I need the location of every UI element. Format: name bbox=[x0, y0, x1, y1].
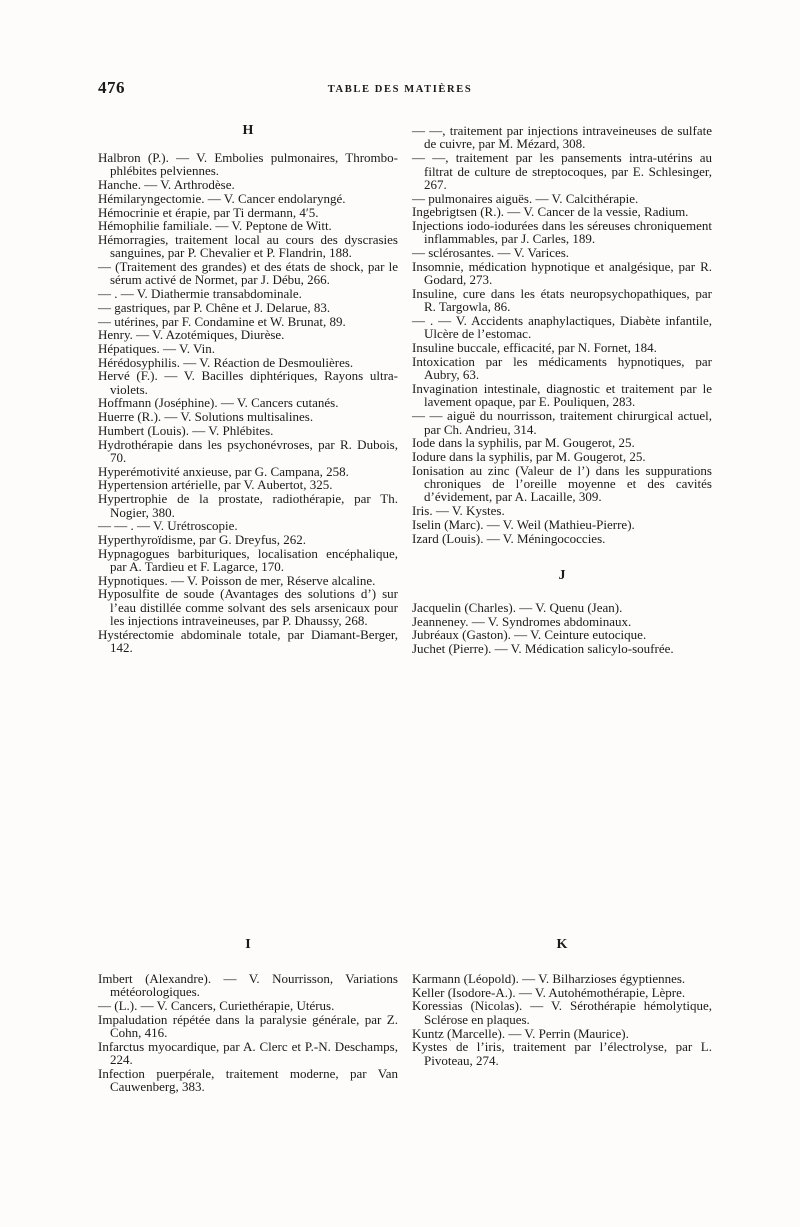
column-left-lower bbox=[98, 938, 398, 1094]
entry-list-h bbox=[98, 151, 398, 655]
index-entry: Impaludation répétée dans la paralysie générale, par Z. Cohn, 416. bbox=[98, 1011, 398, 1041]
index-entry: — (L.). — V. Cancers, Curiethérapie, Utérus. bbox=[98, 998, 335, 1014]
index-entry: Hémophilie familiale. — V. Peptone de Witt. bbox=[98, 218, 332, 234]
index-entry: Hoffmann (Joséphine). — V. Cancers cutanés. bbox=[98, 395, 339, 411]
index-entry: Ingebrigtsen (R.). — V. Cancer de la vessie, Radium. bbox=[412, 204, 689, 220]
index-entry: Hérédosyphilis. — V. Réaction de Desmoulières. bbox=[98, 354, 354, 370]
index-entry: — . — V. Diathermie transabdominale. bbox=[98, 286, 302, 302]
index-entry: Imbert (Alexandre). — V. Nourrisson, Variations météorologiques. bbox=[98, 971, 398, 1000]
index-entry: Insomnie, médication hypnotique et analgésique, par R. Godard, 273. bbox=[412, 258, 712, 288]
index-entry: — — . — V. Urétroscopie. bbox=[98, 518, 238, 534]
index-entry: Kystes de l’iris, traitement par l’électrolyse, par L. Pivoteau, 274. bbox=[412, 1039, 712, 1068]
index-entry: — — aiguë du nourrisson, traitement chirurgical actuel, par Ch. Andrieu, 314. bbox=[412, 408, 712, 437]
index-entry: — . — V. Accidents anaphylactiques, Diabète infantile, Ulcère de l’estomac. bbox=[412, 313, 712, 342]
column-right-lower bbox=[412, 938, 712, 1067]
index-entry: Hervé (F.). — V. Bacilles diphtériques, Rayons ultra-violets. bbox=[98, 368, 398, 397]
index-entry: Humbert (Louis). — V. Phlébites. bbox=[98, 422, 274, 438]
entry-list-k bbox=[412, 972, 712, 1067]
page-number: 476 bbox=[98, 78, 125, 97]
index-entry: Hyperthyroïdisme, par G. Dreyfus, 262. bbox=[98, 531, 306, 547]
index-entry: Infection puerpérale, traitement moderne, par Van Cauwenberg, 383. bbox=[98, 1066, 398, 1095]
index-entry: Koressias (Nicolas). — V. Sérothérapie hémolytique, Sclérose en plaques. bbox=[412, 998, 712, 1027]
index-entry: Halbron (P.). — V. Embolies pulmonaires, Thrombo-phlébites pelviennes. bbox=[98, 150, 398, 179]
index-entry: Intoxication par les médicaments hypnotiques, par Aubry, 63. bbox=[412, 353, 712, 383]
index-entry: Jacquelin (Charles). — V. Quenu (Jean). bbox=[412, 599, 623, 615]
index-entry: Iris. — V. Kystes. bbox=[412, 503, 505, 519]
index-entry: Karmann (Léopold). — V. Bilharzioses égyptiennes. bbox=[412, 971, 686, 986]
index-entry: Insuline buccale, efficacité, par N. Fornet, 184. bbox=[412, 340, 657, 356]
index-entry: Insuline, cure dans les états neuropsychopathiques, par R. Targowla, 86. bbox=[412, 285, 712, 315]
index-entry: Izard (Louis). — V. Méningococcies. bbox=[412, 530, 606, 546]
index-entry: Hystérectomie abdominale totale, par Diamant-Berger, 142. bbox=[98, 626, 398, 656]
index-entry: Hypertrophie de la prostate, radiothérapie, par Th. Nogier, 380. bbox=[98, 491, 398, 520]
section-letter-k: K bbox=[556, 937, 568, 952]
index-entry: Hydrothérapie dans les psychonévroses, par R. Dubois, 70. bbox=[98, 436, 398, 465]
index-entry: Hémocrinie et érapie, par Ti dermann, 4′5. bbox=[98, 204, 319, 220]
index-entry: — —, traitement par les pansements intra-utérins au filtrat de culture de streptocoques, par E. Schlesinger, 267. bbox=[412, 150, 712, 192]
section-letter-h: H bbox=[242, 123, 254, 138]
index-entry: Iselin (Marc). — V. Weil (Mathieu-Pierre). bbox=[412, 516, 635, 532]
index-entry: Hanche. — V. Arthrodèse. bbox=[98, 177, 235, 193]
index-entry: Hyperémotivité anxieuse, par G. Campana, 258. bbox=[98, 463, 349, 479]
column-left-upper bbox=[98, 124, 398, 655]
index-entry: Hypnotiques. — V. Poisson de mer, Réserve alcaline. bbox=[98, 572, 376, 588]
index-entry: Jubréaux (Gaston). — V. Ceinture eutocique. bbox=[412, 627, 647, 643]
index-entry: Hémorragies, traitement local au cours des dyscrasies sanguines, par P. Chevalier et P. Flandrin, 188. bbox=[98, 231, 398, 261]
index-entry: Henry. — V. Azotémiques, Diurèse. bbox=[98, 327, 285, 343]
section-letter-i: I bbox=[245, 937, 251, 952]
index-entry: — sclérosantes. — V. Varices. bbox=[412, 245, 570, 261]
index-entry: Hépatiques. — V. Vin. bbox=[98, 340, 215, 356]
index-entry: — pulmonaires aiguës. — V. Calcithérapie. bbox=[412, 190, 639, 206]
index-entry: Juchet (Pierre). — V. Médication salicylo-soufrée. bbox=[412, 641, 674, 657]
entry-list-j bbox=[412, 601, 712, 656]
index-entry: Jeanneney. — V. Syndromes abdominaux. bbox=[412, 613, 632, 629]
entry-list-continued bbox=[412, 124, 712, 545]
index-entry: Injections iodo-iodurées dans les séreuses chroniquement inflammables, par J. Carles, 189. bbox=[412, 218, 712, 247]
index-entry: — utérines, par F. Condamine et W. Brunat, 89. bbox=[98, 313, 346, 329]
running-head: TABLE DES MATIÈRES bbox=[327, 84, 473, 95]
index-entry: Ionisation au zinc (Valeur de l’) dans les suppurations chroniques de l’oreille moyenne et des cavités d’évidement, par A. Lacaille, 309. bbox=[412, 462, 712, 505]
index-entry: Huerre (R.). — V. Solutions multisalines. bbox=[98, 409, 314, 425]
index-entry: Iodure dans la syphilis, par M. Gougerot, 25. bbox=[412, 448, 646, 464]
index-entry: — (Traitement des grandes) et des états de shock, par le sérum activé de Normet, par J. Débu, 266. bbox=[98, 259, 398, 288]
index-entry: Invagination intestinale, diagnostic et traitement par le lavement opaque, par E. Pouliquen, 283. bbox=[412, 380, 712, 410]
index-entry: Infarctus myocardique, par A. Clerc et P.-N. Deschamps, 224. bbox=[98, 1038, 398, 1068]
column-right-upper bbox=[412, 124, 712, 655]
index-entry: Hypnagogues barbituriques, localisation encéphalique, par A. Tardieu et F. Lagarce, 170. bbox=[98, 545, 398, 575]
index-entry: Iode dans la syphilis, par M. Gougerot, 25. bbox=[412, 435, 635, 451]
index-entry: Hémilaryngectomie. — V. Cancer endolaryngé. bbox=[98, 190, 346, 206]
entry-list-i bbox=[98, 972, 398, 1094]
index-entry: Kuntz (Marcelle). — V. Perrin (Maurice). bbox=[412, 1025, 629, 1041]
index-entry: Keller (Isodore-A.). — V. Autohémothérapie, Lèpre. bbox=[412, 984, 686, 1000]
index-entry: — gastriques, par P. Chêne et J. Delarue, 83. bbox=[98, 299, 331, 315]
index-entry: Hypertension artérielle, par V. Aubertot, 325. bbox=[98, 477, 333, 493]
index-entry: — —, traitement par injections intraveineuses de sulfate de cuivre, par M. Mézard, 308. bbox=[412, 123, 712, 152]
section-letter-j: J bbox=[558, 567, 566, 583]
index-entry: Hyposulfite de soude (Avantages des solutions d’) sur l’eau distillée comme solvant des sels arsenicaux pour les injections intraveineuses, par P. Dhaussy, 268. bbox=[98, 586, 398, 629]
